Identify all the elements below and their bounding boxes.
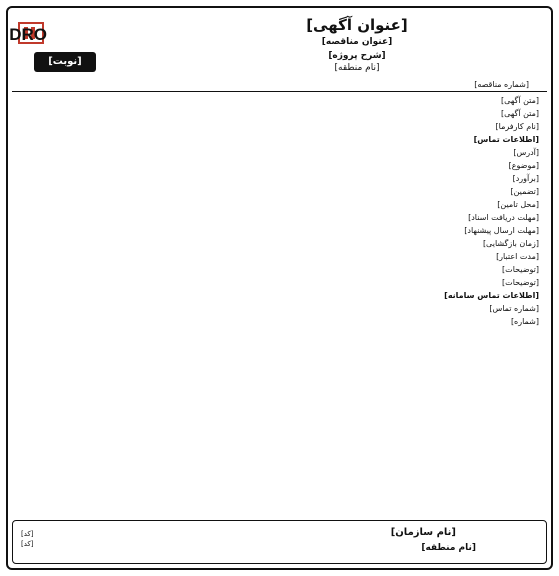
notice-subtitle-3: [نام منطقه] [334,63,380,73]
footer-code-1: [کد] [21,530,34,538]
paragraph-10: [مهلت ارسال پیشنهاد] [464,226,539,235]
paragraph-2: [متن آگهی] [501,109,539,118]
logo-text: DRO [9,25,47,44]
notice-frame [6,6,553,570]
paragraph-16: [شماره] [510,317,539,326]
footer-code-2: [کد] [21,540,34,548]
paragraph-15: [شماره تماس] [489,304,539,313]
notice-body [12,92,547,517]
contact-label: [اطلاعات تماس] [473,135,539,144]
heading-block [177,16,537,74]
paragraph-8: [محل تامین] [497,200,539,209]
idro-logo [9,20,114,46]
notice-header [9,12,547,78]
paragraph-13: [توضیحات] [502,265,539,274]
paragraph-12: [مدت اعتبار] [496,252,539,261]
paragraph-5: [موضوع] [508,161,539,170]
idro-logo-icon [9,20,114,46]
paragraph-11: [زمان بازگشایی] [482,239,539,248]
notice-subtitle-2: [شرح پروژه] [328,51,386,61]
footer-box [12,520,547,564]
paragraph-9: [مهلت دریافت اسناد] [468,213,539,222]
round-badge: [نوبت] [34,52,96,72]
paragraph-4: [آدرس] [513,148,539,157]
paragraph-6: [برآورد] [512,174,539,183]
paragraph-7: [تضمین] [510,187,539,196]
footer-region: [نام منطقه] [421,543,476,553]
footer-organization: [نام سازمان] [390,527,456,538]
paragraph-1: [متن آگهی] [501,96,539,105]
paragraph-14: [توضیحات] [502,278,539,287]
notice-subtitle: [عنوان مناقصه] [321,37,393,47]
paragraph-3: [نام کارفرما] [495,122,539,131]
footer-codes [21,529,33,549]
system-contact-label: [اطلاعات تماس سامانه] [444,291,539,300]
tender-number: [شماره مناقصه] [12,78,547,92]
notice-title: [عنوان آگهی] [306,16,408,34]
